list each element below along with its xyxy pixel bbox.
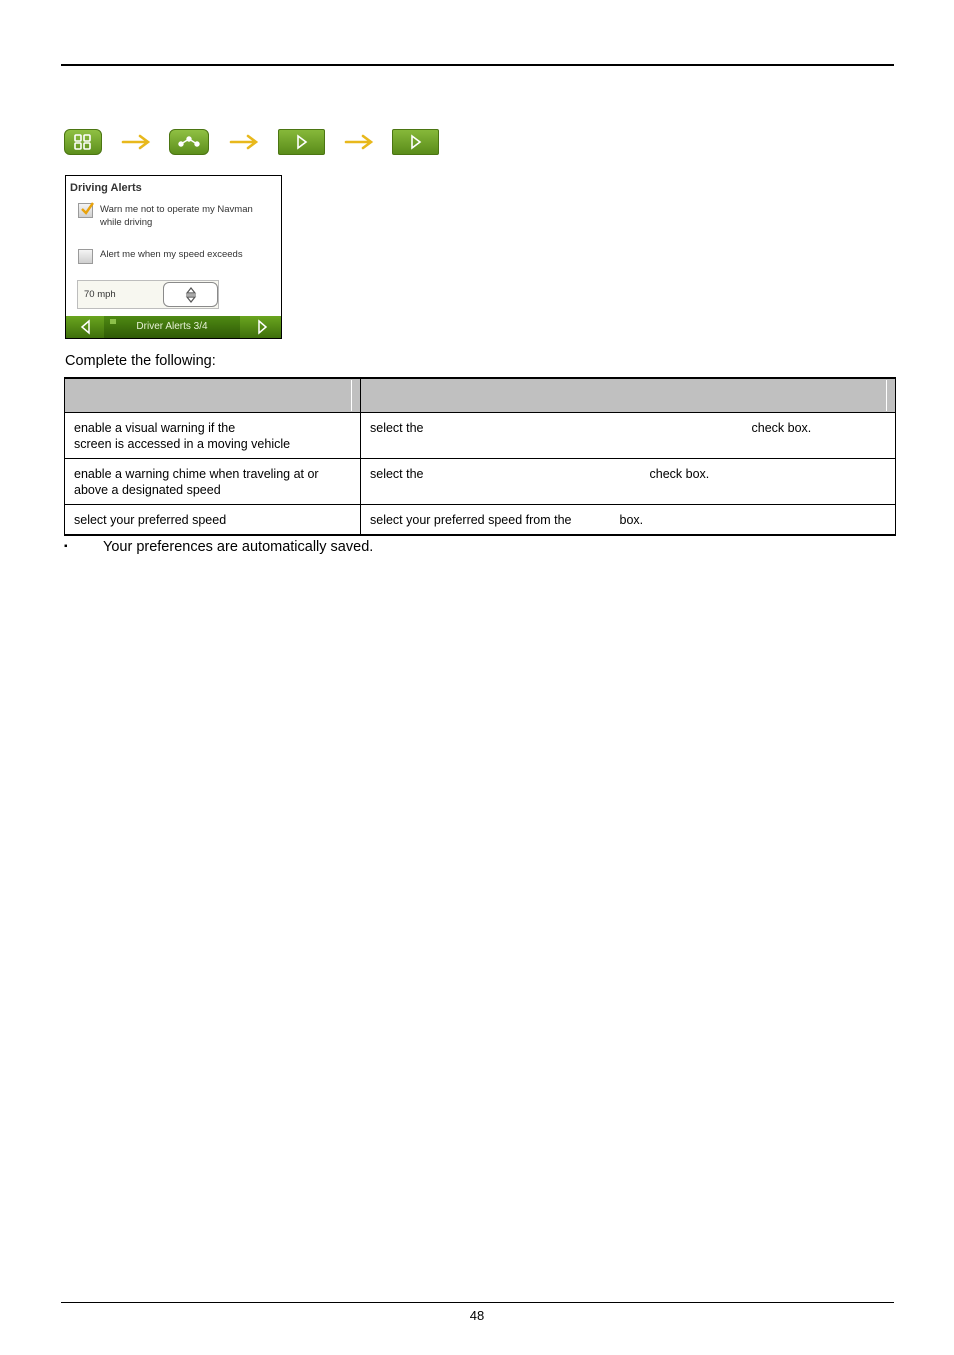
action-cell: select your preferred speed	[65, 505, 361, 536]
table-header-row	[65, 378, 896, 413]
intro-text: Complete the following:	[65, 353, 216, 369]
footer-rule	[61, 1302, 894, 1303]
up-down-icon	[185, 286, 197, 304]
page-number: 48	[469, 1308, 485, 1323]
instruction-cell: select the check box.	[361, 459, 896, 505]
screen-footer-bar	[66, 316, 281, 338]
main-menu-icon	[64, 129, 102, 155]
table-row	[65, 413, 896, 459]
table-header-cell	[65, 378, 361, 413]
footer-title-area	[104, 316, 240, 338]
arrow-right-icon	[121, 133, 151, 151]
instruction-cell: select the check box.	[361, 413, 896, 459]
action-cell: enable a visual warning if the screen is accessed in a moving vehicle	[65, 413, 361, 459]
arrow-right-icon	[229, 133, 259, 151]
note-bullet	[64, 539, 373, 555]
driving-alerts-screen	[65, 175, 282, 339]
footer-label: Driver Alerts 3/4	[136, 321, 208, 332]
arrow-right-icon	[344, 133, 374, 151]
table-header-cell	[361, 378, 896, 413]
instructions-table	[64, 377, 896, 536]
speed-alert-checkbox[interactable]	[78, 249, 93, 264]
warn-driving-checkbox[interactable]	[78, 203, 93, 218]
previous-page-icon[interactable]	[78, 319, 94, 335]
table-row	[65, 459, 896, 505]
speed-alert-label: Alert me when my speed exceeds	[100, 249, 243, 260]
speed-value: 70 mph	[84, 289, 116, 300]
screen-title: Driving Alerts	[70, 182, 142, 194]
table-row	[65, 505, 896, 536]
next-page-icon[interactable]	[254, 319, 270, 335]
warn-driving-label: Warn me not to operate my Navman while driving	[100, 204, 253, 228]
settings-icon	[169, 129, 209, 155]
instruction-cell: select your preferred speed from the box.	[361, 505, 896, 536]
action-cell: enable a warning chime when traveling at or above a designated speed	[65, 459, 361, 505]
header-rule	[61, 64, 894, 66]
note-text: Your preferences are automatically saved.	[103, 539, 374, 555]
next-page-icon	[278, 129, 325, 155]
bullet-icon: ▪	[64, 541, 68, 552]
checkmark-icon	[80, 202, 94, 216]
speed-stepper[interactable]	[163, 282, 218, 307]
speed-select[interactable]	[77, 280, 219, 309]
next-page-icon	[392, 129, 439, 155]
